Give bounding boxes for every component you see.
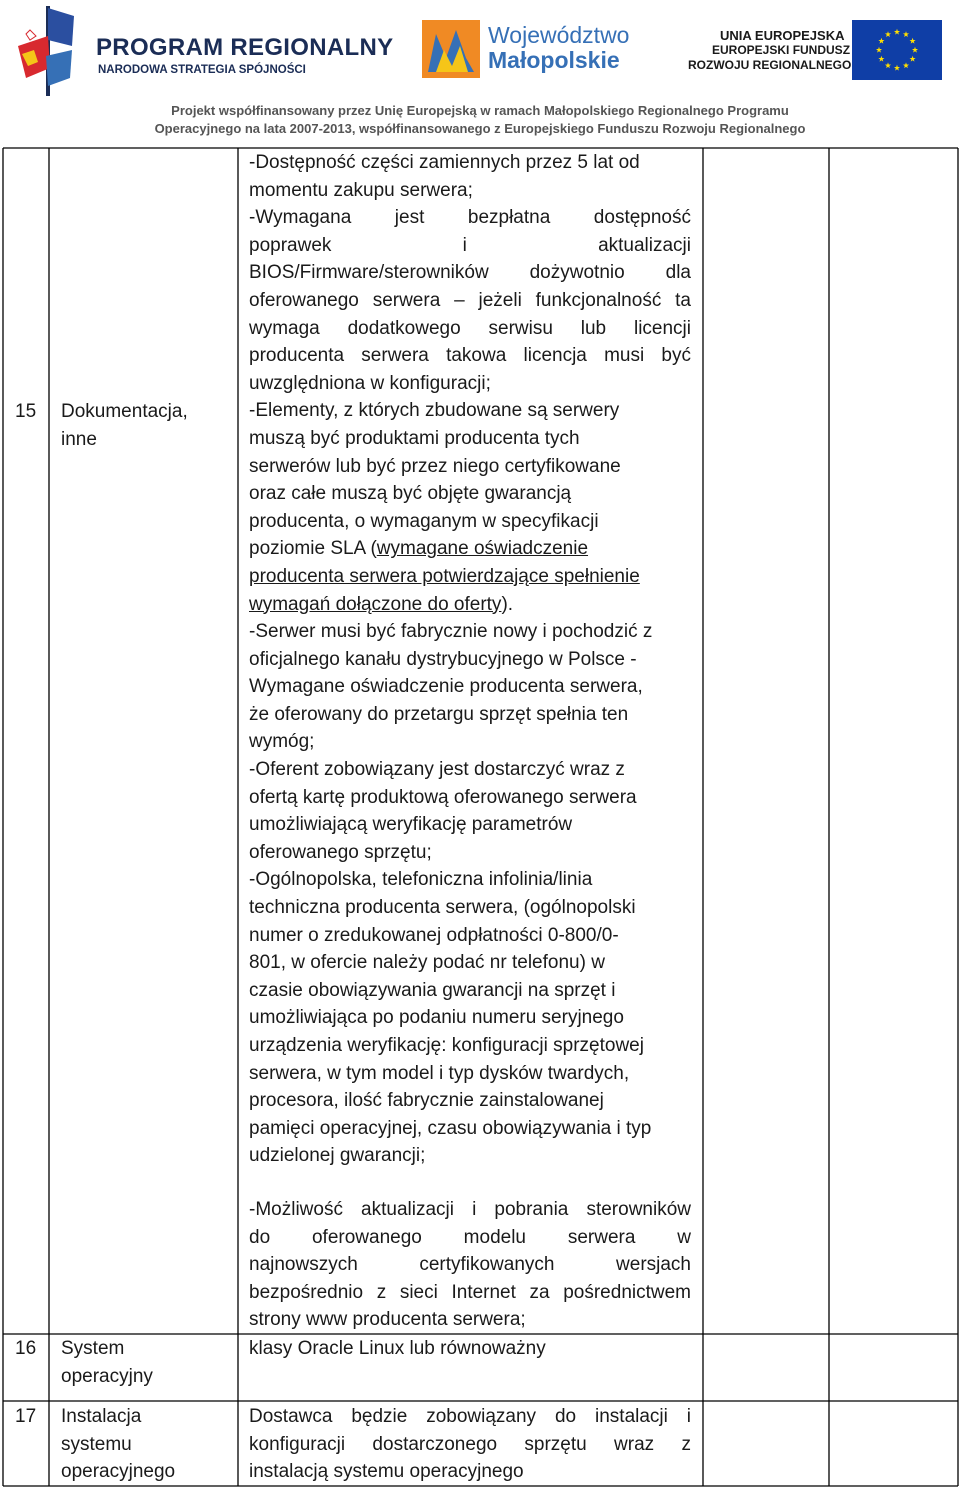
row-16-description: klasy Oracle Linux lub równoważny xyxy=(249,1338,546,1359)
region-name-line1: Województwo xyxy=(488,22,630,48)
description-line: do oferowanego modelu serwera w xyxy=(249,1226,691,1248)
sla-tail: ). xyxy=(501,593,514,615)
row-15-name-line: inne xyxy=(61,428,97,450)
row-17-name xyxy=(61,1403,231,1486)
description-line: najnowszych certyfikowanych wersjach xyxy=(249,1254,691,1276)
description-line: serwerów lub być przez niego certyfikowane xyxy=(249,455,621,477)
description-line: umożliwiającą weryfikację parametrów xyxy=(249,814,573,836)
description-line: oficjalnego kanału dystrybucyjnego w Polsce - xyxy=(249,648,637,670)
description-line: urządzenia weryfikację: konfiguracji sprzętowej xyxy=(249,1035,644,1056)
row-17-name-line: Instalacja xyxy=(61,1406,142,1427)
region-name-line2: Małopolskie xyxy=(488,47,620,73)
description-line: strony www producenta serwera; xyxy=(249,1309,526,1331)
description-line: że oferowany do przetargu sprzęt spełnia ten xyxy=(249,703,629,725)
description-line xyxy=(249,591,691,619)
description-line: 801, w ofercie należy podać nr telefonu) w xyxy=(249,952,605,974)
eu-fund-line1: EUROPEJSKI FUNDUSZ xyxy=(712,43,851,57)
description-line: -Dostępność części zamiennych przez 5 lat od xyxy=(249,152,640,173)
description-line: -Oferent zobowiązany jest dostarczyć wraz z xyxy=(249,759,625,781)
description-line: -Ogólnopolska, telefoniczna infolinia/linia xyxy=(249,869,593,891)
row-16-name-line: System xyxy=(61,1338,125,1359)
row-15-name-line: Dokumentacja, xyxy=(61,401,188,422)
description-line: producenta serwera takowa licencja musi być xyxy=(249,345,691,367)
description-line: pamięci operacyjnej, czasu obowiązywania i typ xyxy=(249,1117,652,1139)
description-line: bezpośrednio z sieci Internet za pośrednictwem xyxy=(249,1281,691,1303)
description-line: numer o zredukowanej odpłatności 0-800/0- xyxy=(249,924,619,946)
row-15-description xyxy=(249,149,691,1170)
description-line: Dostawca będzie zobowiązany do instalacji i xyxy=(249,1406,691,1427)
description-line: ofertą kartę produktową oferowanego serwera xyxy=(249,786,637,808)
description-line: oraz całe muszą być objęte gwarancją xyxy=(249,483,572,505)
description-line: procesora, ilość fabrycznie zainstalowanej xyxy=(249,1090,604,1112)
description-line: producenta serwera potwierdzające spełnienie xyxy=(249,565,640,587)
row-17-number: 17 xyxy=(15,1406,37,1427)
eu-fund-line2: ROZWOJU REGIONALNEGO xyxy=(688,58,852,72)
description-line: czasie obowiązywania gwarancji na sprzęt i xyxy=(249,979,616,1001)
sla-prefix: poziomie SLA ( xyxy=(249,538,377,560)
program-subtitle: NARODOWA STRATEGIA SPÓJNOŚCI xyxy=(98,64,306,76)
description-line xyxy=(249,535,691,563)
row-17-name-line: systemu xyxy=(61,1433,132,1455)
sla-statement-end: wymagań dołączone do oferty xyxy=(249,593,502,615)
description-line: Wymagane oświadczenie producenta serwera, xyxy=(249,676,643,698)
description-line: poprawek i aktualizacji xyxy=(249,234,691,256)
row-15-name xyxy=(61,398,231,453)
description-line: BIOS/Firmware/sterowników dożywotnio dla xyxy=(249,262,691,284)
description-line: konfiguracji dostarczonego sprzętu wraz z xyxy=(249,1433,691,1455)
description-line: -Elementy, z których zbudowane są serwery xyxy=(249,400,620,422)
description-line: instalacją systemu operacyjnego xyxy=(249,1461,524,1483)
project-info-line2: Operacyjnego na lata 2007-2013, współfinansowanego z Europejskiego Funduszu Rozwoju Regionalnego xyxy=(154,121,806,136)
row-15-number: 15 xyxy=(15,401,37,422)
description-line: muszą być produktami producenta tych xyxy=(249,427,580,449)
description-line: -Serwer musi być fabrycznie nowy i pochodzić z xyxy=(249,621,653,643)
description-line: momentu zakupu serwera; xyxy=(249,179,473,201)
description-line: wymaga dodatkowego serwisu lub licencji xyxy=(249,317,691,339)
description-line: umożliwiająca po podaniu numeru seryjnego xyxy=(249,1007,624,1029)
description-line: oferowanego serwera – jeżeli funkcjonalność ta xyxy=(249,289,691,311)
row-15-description-cont xyxy=(249,1196,691,1334)
description-line: oferowanego sprzętu; xyxy=(249,841,432,863)
description-line: uwzględniona w konfiguracji; xyxy=(249,372,491,394)
program-title: PROGRAM REGIONALNY xyxy=(96,34,394,61)
description-line: producenta, o wymaganym w specyfikacji xyxy=(249,510,599,532)
row-17-name-line: operacyjnego xyxy=(61,1461,176,1483)
description-line: -Możliwość aktualizacji i pobrania sterowników xyxy=(249,1199,691,1220)
row-17-description xyxy=(249,1403,691,1486)
sla-statement: wymagane oświadczenie xyxy=(376,538,589,560)
description-line: -Wymagana jest bezpłatna dostępność xyxy=(249,207,691,229)
description-line: techniczna producenta serwera, (ogólnopolski xyxy=(249,897,636,919)
row-16-name xyxy=(61,1335,231,1390)
description-line: udzielonej gwarancji; xyxy=(249,1145,426,1167)
eu-title: UNIA EUROPEJSKA xyxy=(720,28,845,43)
description-line: serwera, w tym model i typ dysków twardych, xyxy=(249,1062,630,1084)
row-16-number: 16 xyxy=(15,1338,37,1359)
project-info-line1: Projekt współfinansowany przez Unię Europejską w ramach Małopolskiego Regionalnego Programu xyxy=(171,103,789,118)
description-line: wymóg; xyxy=(249,731,315,753)
row-16-name-line: operacyjny xyxy=(61,1365,153,1387)
